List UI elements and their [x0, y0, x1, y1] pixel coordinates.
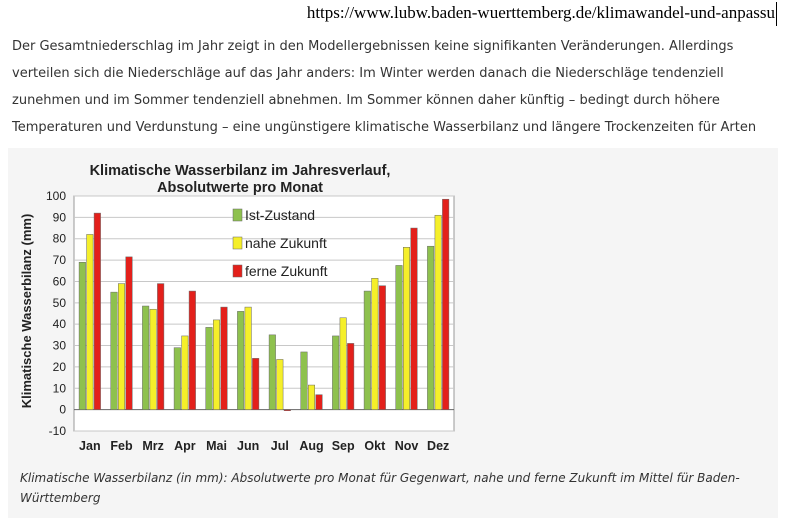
bar-ferne-zukunft-okt [379, 286, 386, 410]
bar-ferne-zukunft-jul [284, 410, 291, 411]
x-tick-label: Aug [299, 439, 324, 453]
y-tick-label: 20 [52, 359, 66, 374]
paragraph-line: Temperaturen und Verdunstung – eine ungünstigere klimatische Wasserbilanz und längere Trockenzeiten für Arten [12, 120, 757, 135]
bar-nahe-zukunft-jul [277, 359, 284, 409]
bar-nahe-zukunft-jan [87, 234, 94, 409]
bar-ferne-zukunft-feb [126, 257, 133, 410]
bar-ferne-zukunft-mrz [157, 284, 164, 410]
bar-ferne-zukunft-nov [411, 228, 418, 410]
y-tick-label: -10 [48, 424, 66, 438]
legend-label: ferne Zukunft [245, 263, 328, 279]
bar-nahe-zukunft-apr [182, 336, 189, 410]
bar-ferne-zukunft-sep [347, 343, 354, 409]
bar-nahe-zukunft-nov [403, 247, 410, 409]
bar-ferne-zukunft-mai [221, 307, 228, 410]
x-tick-label: Feb [110, 439, 133, 453]
bar-ferne-zukunft-jun [252, 358, 259, 409]
x-tick-label: Nov [394, 439, 419, 453]
bar-nahe-zukunft-okt [372, 278, 379, 409]
y-tick-label: 70 [52, 253, 66, 268]
bar-ist-zustand-mrz [142, 306, 149, 410]
bar-ferne-zukunft-aug [316, 395, 323, 410]
x-tick-label: Jul [270, 439, 289, 453]
url-text[interactable]: https://www.lubw.baden-wuerttemberg.de/klimawandel-und-anpassu [307, 2, 777, 26]
y-ticks [46, 189, 66, 438]
y-axis-label: Klimatische Wasserbilanz (mm) [19, 213, 34, 409]
bar-nahe-zukunft-aug [308, 385, 315, 410]
legend [233, 207, 328, 279]
bar-ist-zustand-okt [364, 291, 371, 410]
bar-ist-zustand-aug [301, 352, 308, 410]
x-tick-label: Dez [427, 439, 450, 453]
bar-nahe-zukunft-dez [435, 215, 442, 409]
bar-ist-zustand-sep [332, 336, 339, 410]
chart-subtitle: Absolutwerte pro Monat [157, 180, 323, 196]
legend-swatch [233, 237, 242, 249]
paragraph-line: Der Gesamtniederschlag im Jahr zeigt in den Modellergebnissen keine signifikanten Veränderungen. Allerdings [12, 39, 734, 54]
bar-nahe-zukunft-mrz [150, 309, 157, 409]
x-tick-label: Sep [331, 439, 355, 453]
y-tick-label: 90 [52, 210, 66, 225]
legend-label: nahe Zukunft [245, 235, 327, 251]
bar-ferne-zukunft-dez [442, 199, 449, 409]
x-ticks [79, 439, 449, 453]
y-tick-label: 60 [52, 274, 66, 289]
x-tick-label: Mrz [142, 439, 164, 453]
figure-caption: Klimatische Wasserbilanz (in mm): Absolutwerte pro Monat für Gegenwart, nahe und ferne Zukunft im Mittel für Baden-Württemberg [20, 471, 740, 505]
paragraph-line: zunehmen und im Sommer tendenziell abnehmen. Im Sommer können daher künftig – bedingt durch höhere [12, 93, 720, 108]
x-tick-label: Okt [364, 439, 386, 453]
bar-ist-zustand-feb [111, 292, 118, 410]
paragraph-line: verteilen sich die Niederschläge auf das Jahr anders: Im Winter werden danach die Niederschläge tendenziell [12, 66, 724, 81]
y-tick-label: 80 [52, 231, 66, 246]
bar-ferne-zukunft-apr [189, 291, 196, 410]
bar-ist-zustand-mai [206, 327, 213, 409]
water-balance-chart [8, 148, 778, 468]
y-tick-label: 40 [52, 317, 66, 332]
bar-ist-zustand-apr [174, 348, 181, 410]
y-tick-label: 0 [59, 402, 66, 417]
legend-swatch [233, 265, 242, 277]
bar-ist-zustand-nov [396, 265, 403, 409]
bar-nahe-zukunft-sep [340, 318, 347, 410]
y-tick-label: 30 [52, 338, 66, 353]
bar-ist-zustand-jan [79, 262, 86, 409]
y-tick-label: 100 [45, 189, 66, 203]
chart-title: Klimatische Wasserbilanz im Jahresverlauf, [89, 163, 391, 179]
x-tick-label: Jan [79, 439, 101, 453]
y-tick-label: 10 [52, 381, 66, 396]
bar-ist-zustand-dez [427, 246, 434, 409]
y-tick-label: 50 [52, 295, 66, 310]
bar-ist-zustand-jul [269, 335, 276, 410]
x-tick-label: Jun [237, 439, 260, 453]
figure [8, 148, 778, 518]
article-paragraph [12, 33, 782, 141]
bar-nahe-zukunft-jun [245, 307, 252, 410]
legend-label: Ist-Zustand [245, 207, 316, 223]
bar-ist-zustand-jun [237, 311, 244, 409]
x-tick-label: Apr [174, 439, 196, 453]
bar-ferne-zukunft-jan [94, 213, 101, 410]
legend-swatch [233, 209, 242, 221]
x-tick-label: Mai [206, 439, 227, 453]
bar-nahe-zukunft-mai [213, 320, 220, 410]
bar-nahe-zukunft-feb [118, 284, 125, 410]
